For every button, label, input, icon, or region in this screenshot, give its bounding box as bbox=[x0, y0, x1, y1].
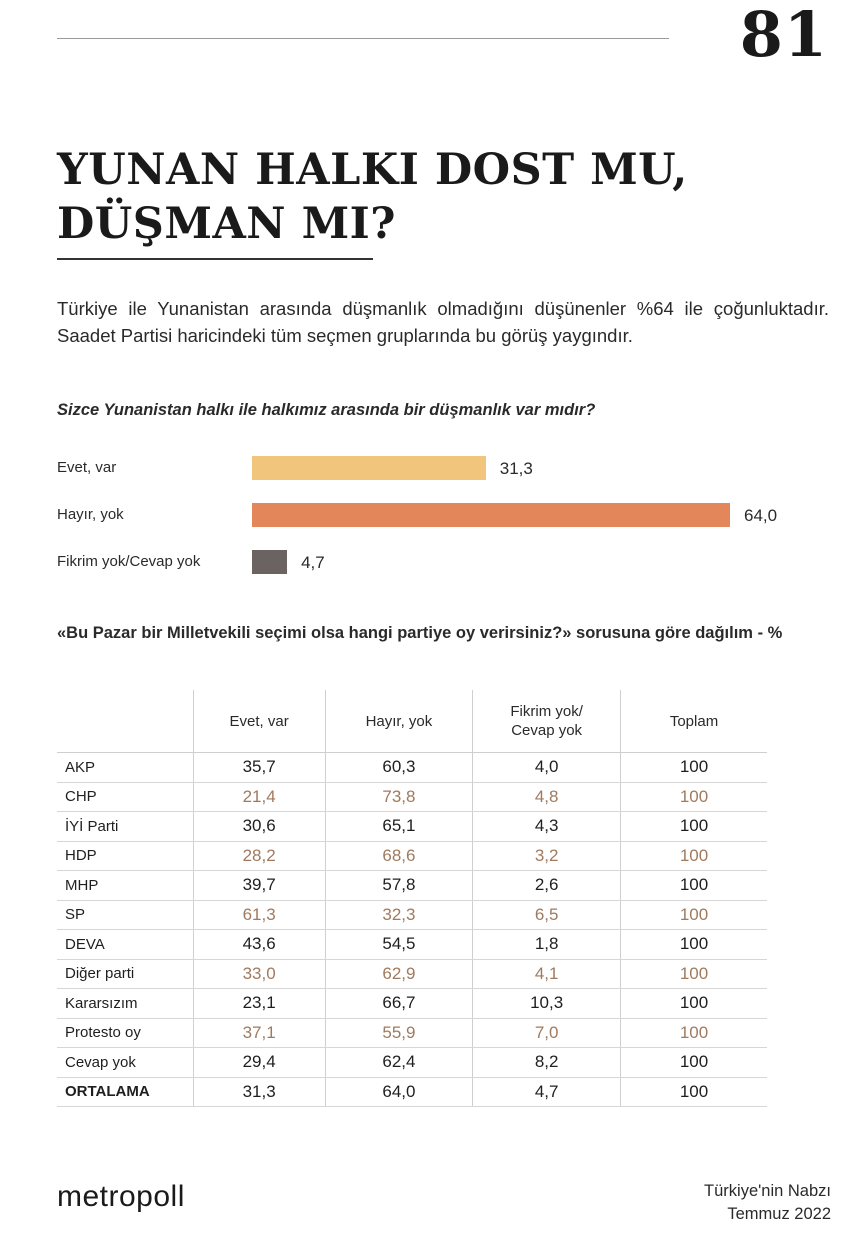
value-cell: 32,3 bbox=[325, 900, 473, 930]
table-row bbox=[57, 900, 767, 930]
value-cell: 33,0 bbox=[193, 959, 325, 989]
title-line-1: YUNAN HALKI DOST MU, bbox=[57, 145, 688, 195]
value-cell: 100 bbox=[621, 841, 767, 871]
table-row bbox=[57, 753, 767, 783]
table-row bbox=[57, 959, 767, 989]
bar-category-label: Evet, var bbox=[57, 459, 117, 476]
bar-category-label: Hayır, yok bbox=[57, 506, 124, 523]
source-line-2: Temmuz 2022 bbox=[727, 1205, 831, 1223]
row-label-cell: ORTALAMA bbox=[57, 1077, 193, 1107]
value-cell: 4,0 bbox=[473, 753, 621, 783]
row-label-cell: AKP bbox=[57, 753, 193, 783]
value-cell: 100 bbox=[621, 1018, 767, 1048]
value-cell: 62,4 bbox=[325, 1048, 473, 1078]
row-label-cell: HDP bbox=[57, 841, 193, 871]
table-row bbox=[57, 871, 767, 901]
value-cell: 100 bbox=[621, 1048, 767, 1078]
top-rule bbox=[57, 38, 669, 39]
row-label-cell: DEVA bbox=[57, 930, 193, 960]
table-row bbox=[57, 1018, 767, 1048]
intro-paragraph: Türkiye ile Yunanistan arasında düşmanlık olmadığını düşünenler %64 ile çoğunluktadır. Saadet Partisi haricindeki tüm seçmen gruplarında bu görüş yaygındır. bbox=[57, 298, 829, 346]
value-cell: 60,3 bbox=[325, 753, 473, 783]
value-cell: 8,2 bbox=[473, 1048, 621, 1078]
value-cell: 10,3 bbox=[473, 989, 621, 1019]
survey-question: Sizce Yunanistan halkı ile halkımız arasında bir düşmanlık var mıdır? bbox=[57, 401, 596, 419]
bar bbox=[252, 550, 287, 574]
value-cell: 100 bbox=[621, 959, 767, 989]
table-row bbox=[57, 930, 767, 960]
bar bbox=[252, 456, 486, 480]
table-row bbox=[57, 812, 767, 842]
table-row bbox=[57, 989, 767, 1019]
page-number: 81 bbox=[739, 0, 828, 71]
row-label-cell: CHP bbox=[57, 782, 193, 812]
value-cell: 100 bbox=[621, 753, 767, 783]
results-table bbox=[57, 690, 767, 1107]
table-header-cell: Toplam bbox=[621, 690, 767, 753]
bar-row bbox=[57, 456, 837, 482]
value-cell: 6,5 bbox=[473, 900, 621, 930]
value-cell: 100 bbox=[621, 900, 767, 930]
table-row bbox=[57, 782, 767, 812]
table-header-row bbox=[57, 690, 767, 753]
value-cell: 55,9 bbox=[325, 1018, 473, 1048]
source-note bbox=[704, 1180, 831, 1226]
bar bbox=[252, 503, 730, 527]
value-cell: 57,8 bbox=[325, 871, 473, 901]
value-cell: 68,6 bbox=[325, 841, 473, 871]
page-title bbox=[57, 143, 688, 251]
value-cell: 28,2 bbox=[193, 841, 325, 871]
table-body bbox=[57, 753, 767, 1107]
value-cell: 4,7 bbox=[473, 1077, 621, 1107]
table-row bbox=[57, 1048, 767, 1078]
value-cell: 100 bbox=[621, 930, 767, 960]
table-row bbox=[57, 841, 767, 871]
value-cell: 1,8 bbox=[473, 930, 621, 960]
bar-row bbox=[57, 503, 837, 529]
value-cell: 100 bbox=[621, 989, 767, 1019]
metropoll-logo: metropoll bbox=[57, 1180, 185, 1213]
value-cell: 54,5 bbox=[325, 930, 473, 960]
value-cell: 21,4 bbox=[193, 782, 325, 812]
value-cell: 62,9 bbox=[325, 959, 473, 989]
row-label-cell: SP bbox=[57, 900, 193, 930]
row-label-cell: Kararsızım bbox=[57, 989, 193, 1019]
row-label-cell: MHP bbox=[57, 871, 193, 901]
value-cell: 37,1 bbox=[193, 1018, 325, 1048]
value-cell: 4,3 bbox=[473, 812, 621, 842]
value-cell: 4,1 bbox=[473, 959, 621, 989]
value-cell: 3,2 bbox=[473, 841, 621, 871]
title-rule bbox=[57, 258, 373, 260]
value-cell: 100 bbox=[621, 782, 767, 812]
bar-value-label: 64,0 bbox=[744, 506, 778, 525]
value-cell: 64,0 bbox=[325, 1077, 473, 1107]
source-line-1: Türkiye'nin Nabzı bbox=[704, 1182, 831, 1200]
value-cell: 7,0 bbox=[473, 1018, 621, 1048]
value-cell: 30,6 bbox=[193, 812, 325, 842]
value-cell: 61,3 bbox=[193, 900, 325, 930]
value-cell: 65,1 bbox=[325, 812, 473, 842]
value-cell: 35,7 bbox=[193, 753, 325, 783]
table-header-cell bbox=[57, 690, 193, 753]
value-cell: 4,8 bbox=[473, 782, 621, 812]
row-label-cell: Protesto oy bbox=[57, 1018, 193, 1048]
bar-value-label: 31,3 bbox=[499, 459, 533, 478]
table-header-cell: Evet, var bbox=[193, 690, 325, 753]
row-label-cell: İYİ Parti bbox=[57, 812, 193, 842]
row-label-cell: Cevap yok bbox=[57, 1048, 193, 1078]
value-cell: 23,1 bbox=[193, 989, 325, 1019]
bar-category-label: Fikrim yok/Cevap yok bbox=[57, 553, 201, 570]
value-cell: 100 bbox=[621, 1077, 767, 1107]
row-label-cell: Diğer parti bbox=[57, 959, 193, 989]
value-cell: 31,3 bbox=[193, 1077, 325, 1107]
value-cell: 39,7 bbox=[193, 871, 325, 901]
value-cell: 100 bbox=[621, 812, 767, 842]
title-line-2: DÜŞMAN MI? bbox=[57, 199, 396, 249]
value-cell: 2,6 bbox=[473, 871, 621, 901]
value-cell: 100 bbox=[621, 871, 767, 901]
value-cell: 73,8 bbox=[325, 782, 473, 812]
table-row bbox=[57, 1077, 767, 1107]
table-header-cell: Hayır, yok bbox=[325, 690, 473, 753]
table-header-cell: Fikrim yok/ Cevap yok bbox=[473, 690, 621, 753]
value-cell: 29,4 bbox=[193, 1048, 325, 1078]
table-caption: «Bu Pazar bir Milletvekili seçimi olsa hangi partiye oy verirsiniz?» sorusuna göre dağılım - % bbox=[57, 624, 783, 642]
value-cell: 43,6 bbox=[193, 930, 325, 960]
bar-value-label: 4,7 bbox=[301, 553, 325, 572]
value-cell: 66,7 bbox=[325, 989, 473, 1019]
bar-row bbox=[57, 550, 837, 576]
